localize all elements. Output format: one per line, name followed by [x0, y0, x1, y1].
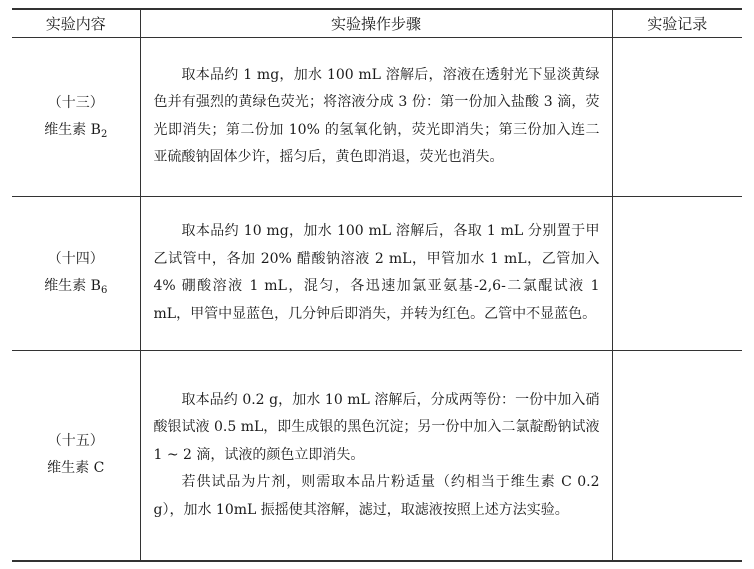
experiment-record-cell	[612, 350, 742, 561]
step-paragraph: 取本品约 1 mg，加水 100 mL 溶解后，溶液在透射光下显淡黄绿色并有强烈的黄绿色荧光；将溶液分成 3 份：第一份加入盐酸 3 滴，荧光即消失；第二份加 10% 的氢氧化钠，荧光即消失；第三份加入连二亚硫酸钠固体少许，摇匀后，黄色即消退，荧光也消失。	[153, 66, 600, 165]
header-record: 实验记录	[612, 9, 742, 37]
experiment-name-cell	[12, 37, 140, 196]
experiment-record-cell	[612, 37, 742, 196]
experiment-number: （十四）	[47, 251, 104, 267]
experiment-name	[12, 273, 140, 300]
header-row	[12, 9, 742, 37]
table-row	[12, 37, 742, 196]
experiment-steps-cell	[140, 196, 612, 350]
header-steps: 实验操作步骤	[140, 9, 612, 37]
table-row	[12, 196, 742, 350]
vitamin-subscript: 2	[100, 128, 108, 140]
vitamin-name: 维生素 B	[44, 278, 101, 294]
experiment-number: （十三）	[47, 94, 104, 111]
experiment-steps-cell	[140, 350, 612, 561]
experiment-name-cell	[12, 196, 140, 350]
header-content: 实验内容	[12, 9, 140, 37]
step-paragraph: 取本品约 10 mg，加水 100 mL 溶解后，各取 1 mL 分别置于甲乙试管中，各加 20% 醋酸钠溶液 2 mL，甲管加水 1 mL，乙管加入 4% 硼酸溶液 1 mL，混匀，各迅速加氯亚氨基-2,6-二氯醌试液 1 mL，甲管中显蓝色，几分钟后即消失，并转为红色。乙管中不显蓝色。	[153, 223, 600, 322]
experiment-name	[12, 117, 140, 144]
experiment-steps-cell	[140, 37, 612, 196]
step-paragraph: 取本品约 0.2 g，加水 10 mL 溶解后，分成两等份：一份中加入硝酸银试液 0.5 mL，即生成银的黑色沉淀；另一份中加入二氯靛酚钠试液 1 ~ 2 滴，试液的颜色立即消失。	[153, 391, 600, 463]
experiment-table	[12, 8, 742, 562]
vitamin-name: 维生素 B	[44, 121, 101, 138]
experiment-name	[12, 455, 140, 482]
step-paragraph: 若供试品为片剂，则需取本品片粉适量（约相当于维生素 C 0.2 g），加水 10mL 振摇使其溶解，滤过，取滤液按照上述方法实验。	[153, 474, 600, 518]
vitamin-name: 维生素 C	[47, 460, 105, 477]
table-row	[12, 350, 742, 561]
experiment-record-cell	[612, 196, 742, 350]
experiment-number: （十五）	[47, 433, 104, 450]
experiment-name-cell	[12, 350, 140, 561]
vitamin-subscript: 6	[100, 285, 108, 296]
